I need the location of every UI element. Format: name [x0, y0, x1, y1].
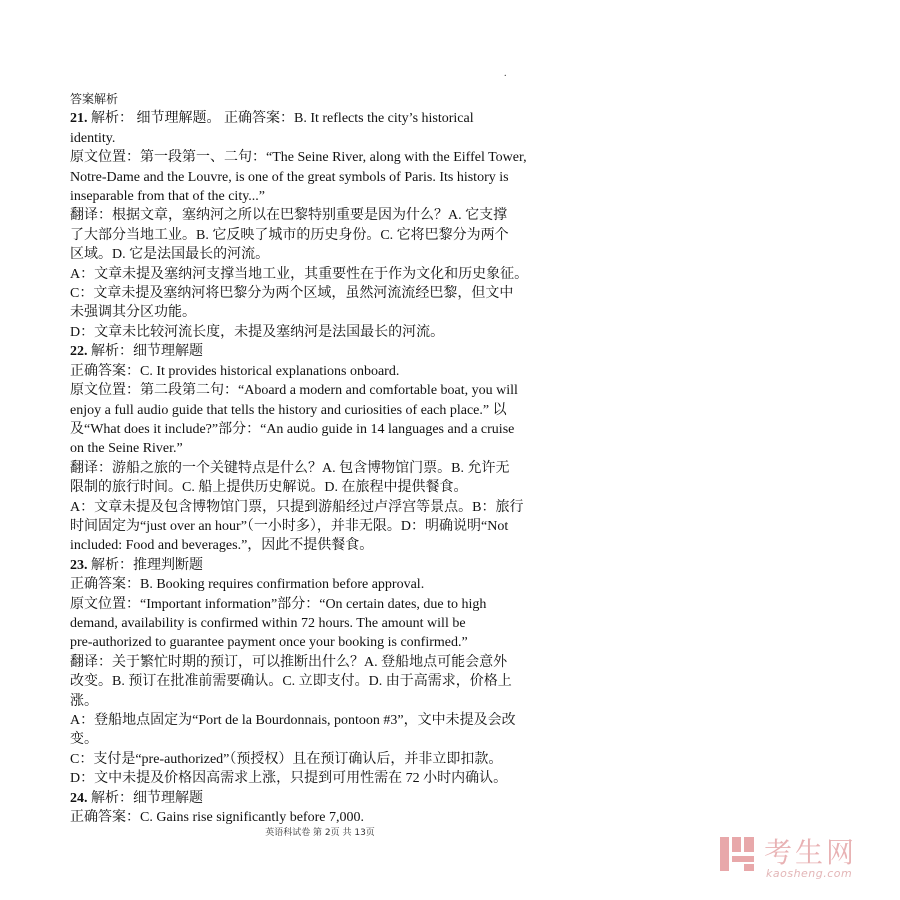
line-text: A：登船地点固定为“Port de la Bourdonnais, pontoon #3”，文中未提及会改 [70, 713, 516, 728]
analysis-line [70, 362, 568, 381]
line-text: 翻译：游船之旅的一个关键特点是什么？A. 包含博物馆门票。B. 允许无 [70, 460, 510, 476]
section-heading: 答案解析 [70, 92, 119, 106]
answer-analysis-page [70, 90, 568, 827]
analysis-line [70, 769, 568, 788]
analysis-line [70, 595, 568, 614]
line-text: inseparable from that of the city...” [70, 189, 266, 205]
line-text: 涨。 [70, 693, 98, 709]
line-text: 解析：细节理解题 [87, 344, 203, 360]
line-text: 原文位置：第二段第二句：“Aboard a modern and comfortable boat, you will [70, 383, 518, 399]
line-text: D：文章未比较河流长度，未提及塞纳河是法国最长的河流。 [70, 324, 445, 340]
line-text: 未强调其分区功能。 [70, 305, 196, 321]
question-header-line [70, 342, 568, 361]
line-text: C：文章未提及塞纳河将巴黎分为两个区域，虽然河流流经巴黎，但文中 [70, 286, 514, 302]
line-text: 了大部分当地工业。B. 它反映了城市的历史身份。C. 它将巴黎分为两个 [70, 227, 509, 243]
page-footer: 英语科试卷 第 2页 共 13页 [265, 828, 375, 838]
line-text: 正确答案：B. Booking requires confirmation before approval. [70, 577, 425, 593]
analysis-line [70, 614, 568, 633]
line-text: 原文位置：“Important information”部分：“On certain dates, due to high [70, 596, 487, 612]
question-number: 21. [70, 111, 88, 127]
analysis-line [70, 478, 568, 497]
line-text: 原文位置：第一段第一、二句：“The Seine River, along with the Eiffel Tower, [70, 150, 527, 166]
analysis-line [70, 401, 568, 420]
analysis-line [70, 187, 568, 206]
analysis-line [70, 148, 568, 167]
question-header-line [70, 109, 568, 128]
line-text: 解析：细节理解题 [87, 790, 203, 806]
line-text: 及“What does it include?”部分：“An audio guide in 14 languages and a cruise [70, 421, 515, 437]
line-text: included: Food and beverages.”，因此不提供餐食。 [70, 538, 374, 554]
line-text: 区域。D. 它是法国最长的河流。 [70, 247, 270, 263]
line-text: enjoy a full audio guide that tells the history and curiosities of each place.” 以 [70, 402, 507, 418]
analysis-line [70, 129, 568, 148]
question-number: 23. [70, 557, 88, 573]
line-text: 限制的旅行时间。C. 船上提供历史解说。D. 在旅程中提供餐食。 [70, 480, 468, 496]
analysis-line [70, 439, 568, 458]
analysis-line [70, 303, 568, 322]
line-text: 时间固定为“just over an hour”（一小时多），并非无限。D：明确说明“Not [70, 518, 509, 534]
analysis-line [70, 575, 568, 594]
question-number: 24. [70, 790, 88, 806]
analysis-line [70, 730, 568, 749]
analysis-line [70, 692, 568, 711]
question-number: 22. [70, 344, 88, 360]
analysis-line [70, 536, 568, 555]
line-text: 变。 [70, 732, 98, 748]
page-top-mark: . [504, 68, 507, 79]
line-text: A：文章未提及包含博物馆门票，只提到游船经过卢浮宫等景点。B：旅行 [70, 499, 524, 515]
analysis-line [70, 653, 568, 672]
question-header-line [70, 789, 568, 808]
watermark-brand-cn: 考生网 [764, 836, 858, 869]
line-text: 解析：推理判断题 [87, 557, 203, 573]
analysis-line [70, 459, 568, 478]
line-text: 改变。B. 预订在批准前需要确认。C. 立即支付。D. 由于高需求，价格上 [70, 674, 512, 690]
analysis-line [70, 420, 568, 439]
line-text: 正确答案：C. Gains rise significantly before 7,000. [70, 810, 364, 826]
analysis-line [70, 517, 568, 536]
line-text: C：支付是“pre-authorized”（预授权）且在预订确认后，并非立即扣款。 [70, 751, 503, 767]
line-text: 翻译：根据文章，塞纳河之所以在巴黎特别重要是因为什么？A. 它支撑 [70, 208, 508, 224]
analysis-line [70, 323, 568, 342]
analysis-line [70, 206, 568, 225]
question-header-line [70, 556, 568, 575]
line-text: identity. [70, 130, 116, 146]
analysis-line [70, 498, 568, 517]
analysis-line [70, 672, 568, 691]
analysis-line [70, 226, 568, 245]
analysis-line [70, 711, 568, 730]
line-text: demand, availability is confirmed within 72 hours. The amount will be [70, 615, 466, 631]
analysis-line [70, 750, 568, 769]
analysis-line [70, 284, 568, 303]
line-text: 解析： 细节理解题。 正确答案：B. It reflects the city’s historical [87, 111, 474, 127]
analysis-line [70, 381, 568, 400]
analysis-body [70, 109, 568, 827]
line-text: 翻译：关于繁忙时期的预订，可以推断出什么？A. 登船地点可能会意外 [70, 654, 508, 670]
analysis-line [70, 168, 568, 187]
line-text: Notre-Dame and the Louvre, is one of the great symbols of Paris. Its history is [70, 169, 509, 185]
line-text: pre-authorized to guarantee payment once your booking is confirmed.” [70, 635, 468, 651]
line-text: D：文中未提及价格因高需求上涨，只提到可用性需在 72 小时内确认。 [70, 771, 508, 787]
watermark-logo-icon [718, 835, 756, 873]
line-text: A：文章未提及塞纳河支撑当地工业，其重要性在于作为文化和历史象征。 [70, 266, 529, 282]
analysis-line [70, 265, 568, 284]
analysis-line [70, 633, 568, 652]
analysis-line [70, 245, 568, 264]
line-text: on the Seine River.” [70, 441, 183, 457]
line-text: 正确答案：C. It provides historical explanations onboard. [70, 363, 400, 379]
site-watermark [718, 833, 878, 883]
watermark-brand-en: kaosheng.com [766, 867, 853, 880]
